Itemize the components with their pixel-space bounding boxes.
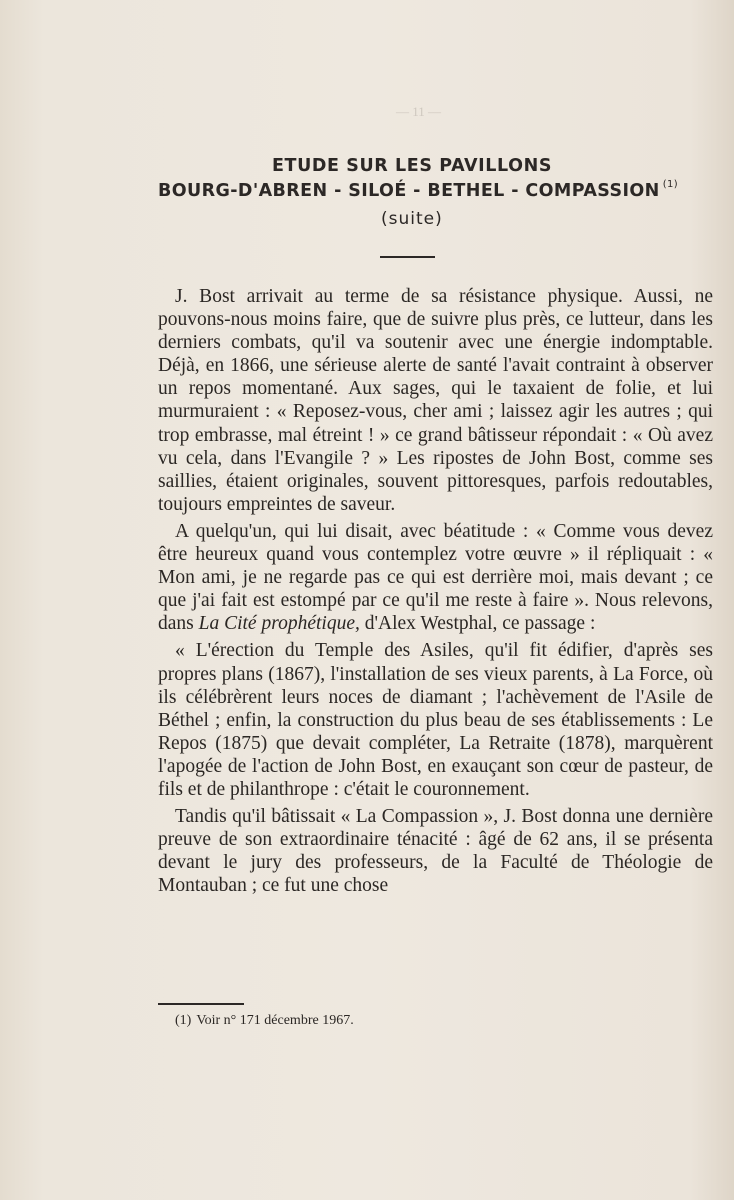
footnote-mark: (1) [175, 1013, 192, 1028]
title-divider [380, 256, 435, 258]
paragraph-2 [158, 520, 713, 635]
paragraph-4: Tandis qu'il bâtissait « La Compassion », J. Bost donna une dernière preuve de son extraordinaire ténacité : âgé de 62 ans, il se présenta devant le jury des professeurs, de la Faculté de Théologie de Montauban ; ce fut une chose [158, 806, 713, 897]
footnote-reference: (1) [662, 179, 679, 190]
article-title-line-2 [158, 179, 678, 201]
article-title-text: BOURG-D'ABREN - SILOÉ - BETHEL - COMPASSION [158, 181, 660, 201]
footnote [175, 1013, 354, 1029]
paragraph-2-text-start: A quelqu'un, qui lui disait, avec béatitude : « Comme vous devez être heureux quand vous contemplez votre œuvre » il répliquait : « Mon ami, je ne regarde pas ce qui est derrière moi, mais devant ; ce que j'ai fait est estompé par ce qu'il me reste à faire ». Nous relevons, dans [158, 520, 713, 635]
book-title: La Cité prophétique, [198, 613, 360, 635]
paragraph-1: J. Bost arrivait au terme de sa résistance physique. Aussi, ne pouvons-nous moins faire, que de suivre plus près, ce lutteur, dans les derniers combats, qu'il va soutenir avec une énergie indomptable. Déjà, en 1866, une sérieuse alerte de santé l'avait contraint à observer un repos momentané. Aux sages, qui le taxaient de folie, et lui murmuraient : « Reposez-vous, cher ami ; laissez agir les autres ; qui trop embrasse, mal étreint ! » ce grand bâtisseur répondait : « Où avez vu cela, dans l'Evangile ? » Les ripostes de John Bost, comme ses saillies, étaient originales, souvent pittoresques, parfois redoutables, toujours empreintes de saveur. [158, 286, 713, 515]
footnote-divider [158, 1003, 244, 1005]
quoted-passage: « L'érection du Temple des Asiles, qu'il fit édifier, d'après ses propres plans (1867), l'installation de ses vieux parents, à La Force, où ils célébrèrent leurs noces de diamant ; l'achèvement de l'Asile de Béthel ; enfin, la construction du plus beau de ses établissements : Le Repos (1875) que devait compléter, La Retraite (1878), marquèrent l'apogée de l'action de John Bost, en exauçant son cœur de pasteur, de fils et de philanthrope : c'était le couronnement. [158, 640, 713, 800]
paragraph-2-text-end: d'Alex Westphal, ce passage : [359, 613, 596, 635]
page-number: — 11 — [396, 104, 442, 119]
article-subtitle: (suite) [381, 209, 443, 229]
article-title-line-1: ETUDE SUR LES PAVILLONS [272, 156, 553, 176]
footnote-text: Voir n° 171 décembre 1967. [196, 1013, 354, 1028]
article-body [158, 285, 713, 897]
